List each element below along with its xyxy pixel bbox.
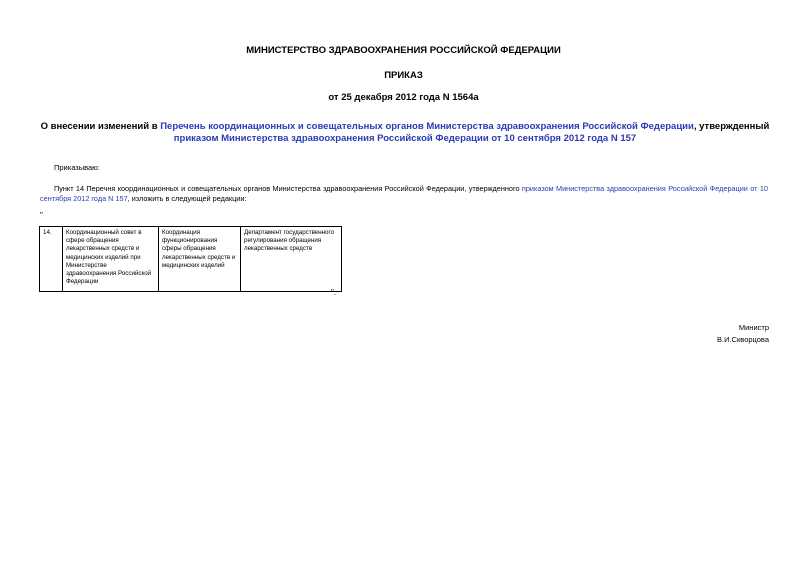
document-type: ПРИКАЗ (384, 70, 423, 81)
paragraph-suffix: , изложить в следующей редакции: (127, 194, 247, 203)
cell-body-name: Координационный совет в сфере обращения лекарственных средств и медицинских изделий при Министерстве здравоохранения Российской Федерации (63, 227, 159, 292)
signature-title: Министр (738, 323, 769, 332)
signature-name: В.И.Скворцова (717, 335, 769, 344)
quote-close: ". (331, 288, 337, 297)
order-word: Приказываю: (54, 163, 100, 172)
amendment-table (39, 226, 342, 292)
ministry-heading: МИНИСТЕРСТВО ЗДРАВООХРАНЕНИЯ РОССИЙСКОЙ ФЕДЕРАЦИИ (246, 45, 561, 56)
link-list-of-bodies[interactable]: Перечень координационных и совещательных органов Министерства здравоохранения Российской Федерации (160, 121, 694, 132)
link-order-157[interactable]: приказом Министерства здравоохранения Российской Федерации от 10 сентября 2012 года N 157 (173, 133, 637, 144)
subject-prefix: О внесении изменений в (40, 121, 161, 132)
subject-middle: , утвержденный (693, 121, 770, 132)
body-paragraph (40, 184, 768, 204)
cell-department: Департамент государственного регулирования обращения лекарственных средств (241, 227, 342, 292)
link-order-157-body[interactable]: приказом Министерства здравоохранения Российской Федерации от 10 сентября 2012 года N 157 (40, 184, 768, 203)
quote-open: " (40, 211, 43, 220)
cell-function: Координация функционирования сферы обращения лекарственных средств и медицинских изделий (159, 227, 241, 292)
table-row (40, 227, 342, 292)
paragraph-prefix: Пункт 14 Перечня координационных и совещательных органов Министерства здравоохранения Российской Федерации, утвержденного (54, 184, 522, 193)
document-date-number: от 25 декабря 2012 года N 1564а (328, 92, 479, 103)
cell-number: 14. (40, 227, 63, 292)
document-subject (30, 121, 780, 145)
